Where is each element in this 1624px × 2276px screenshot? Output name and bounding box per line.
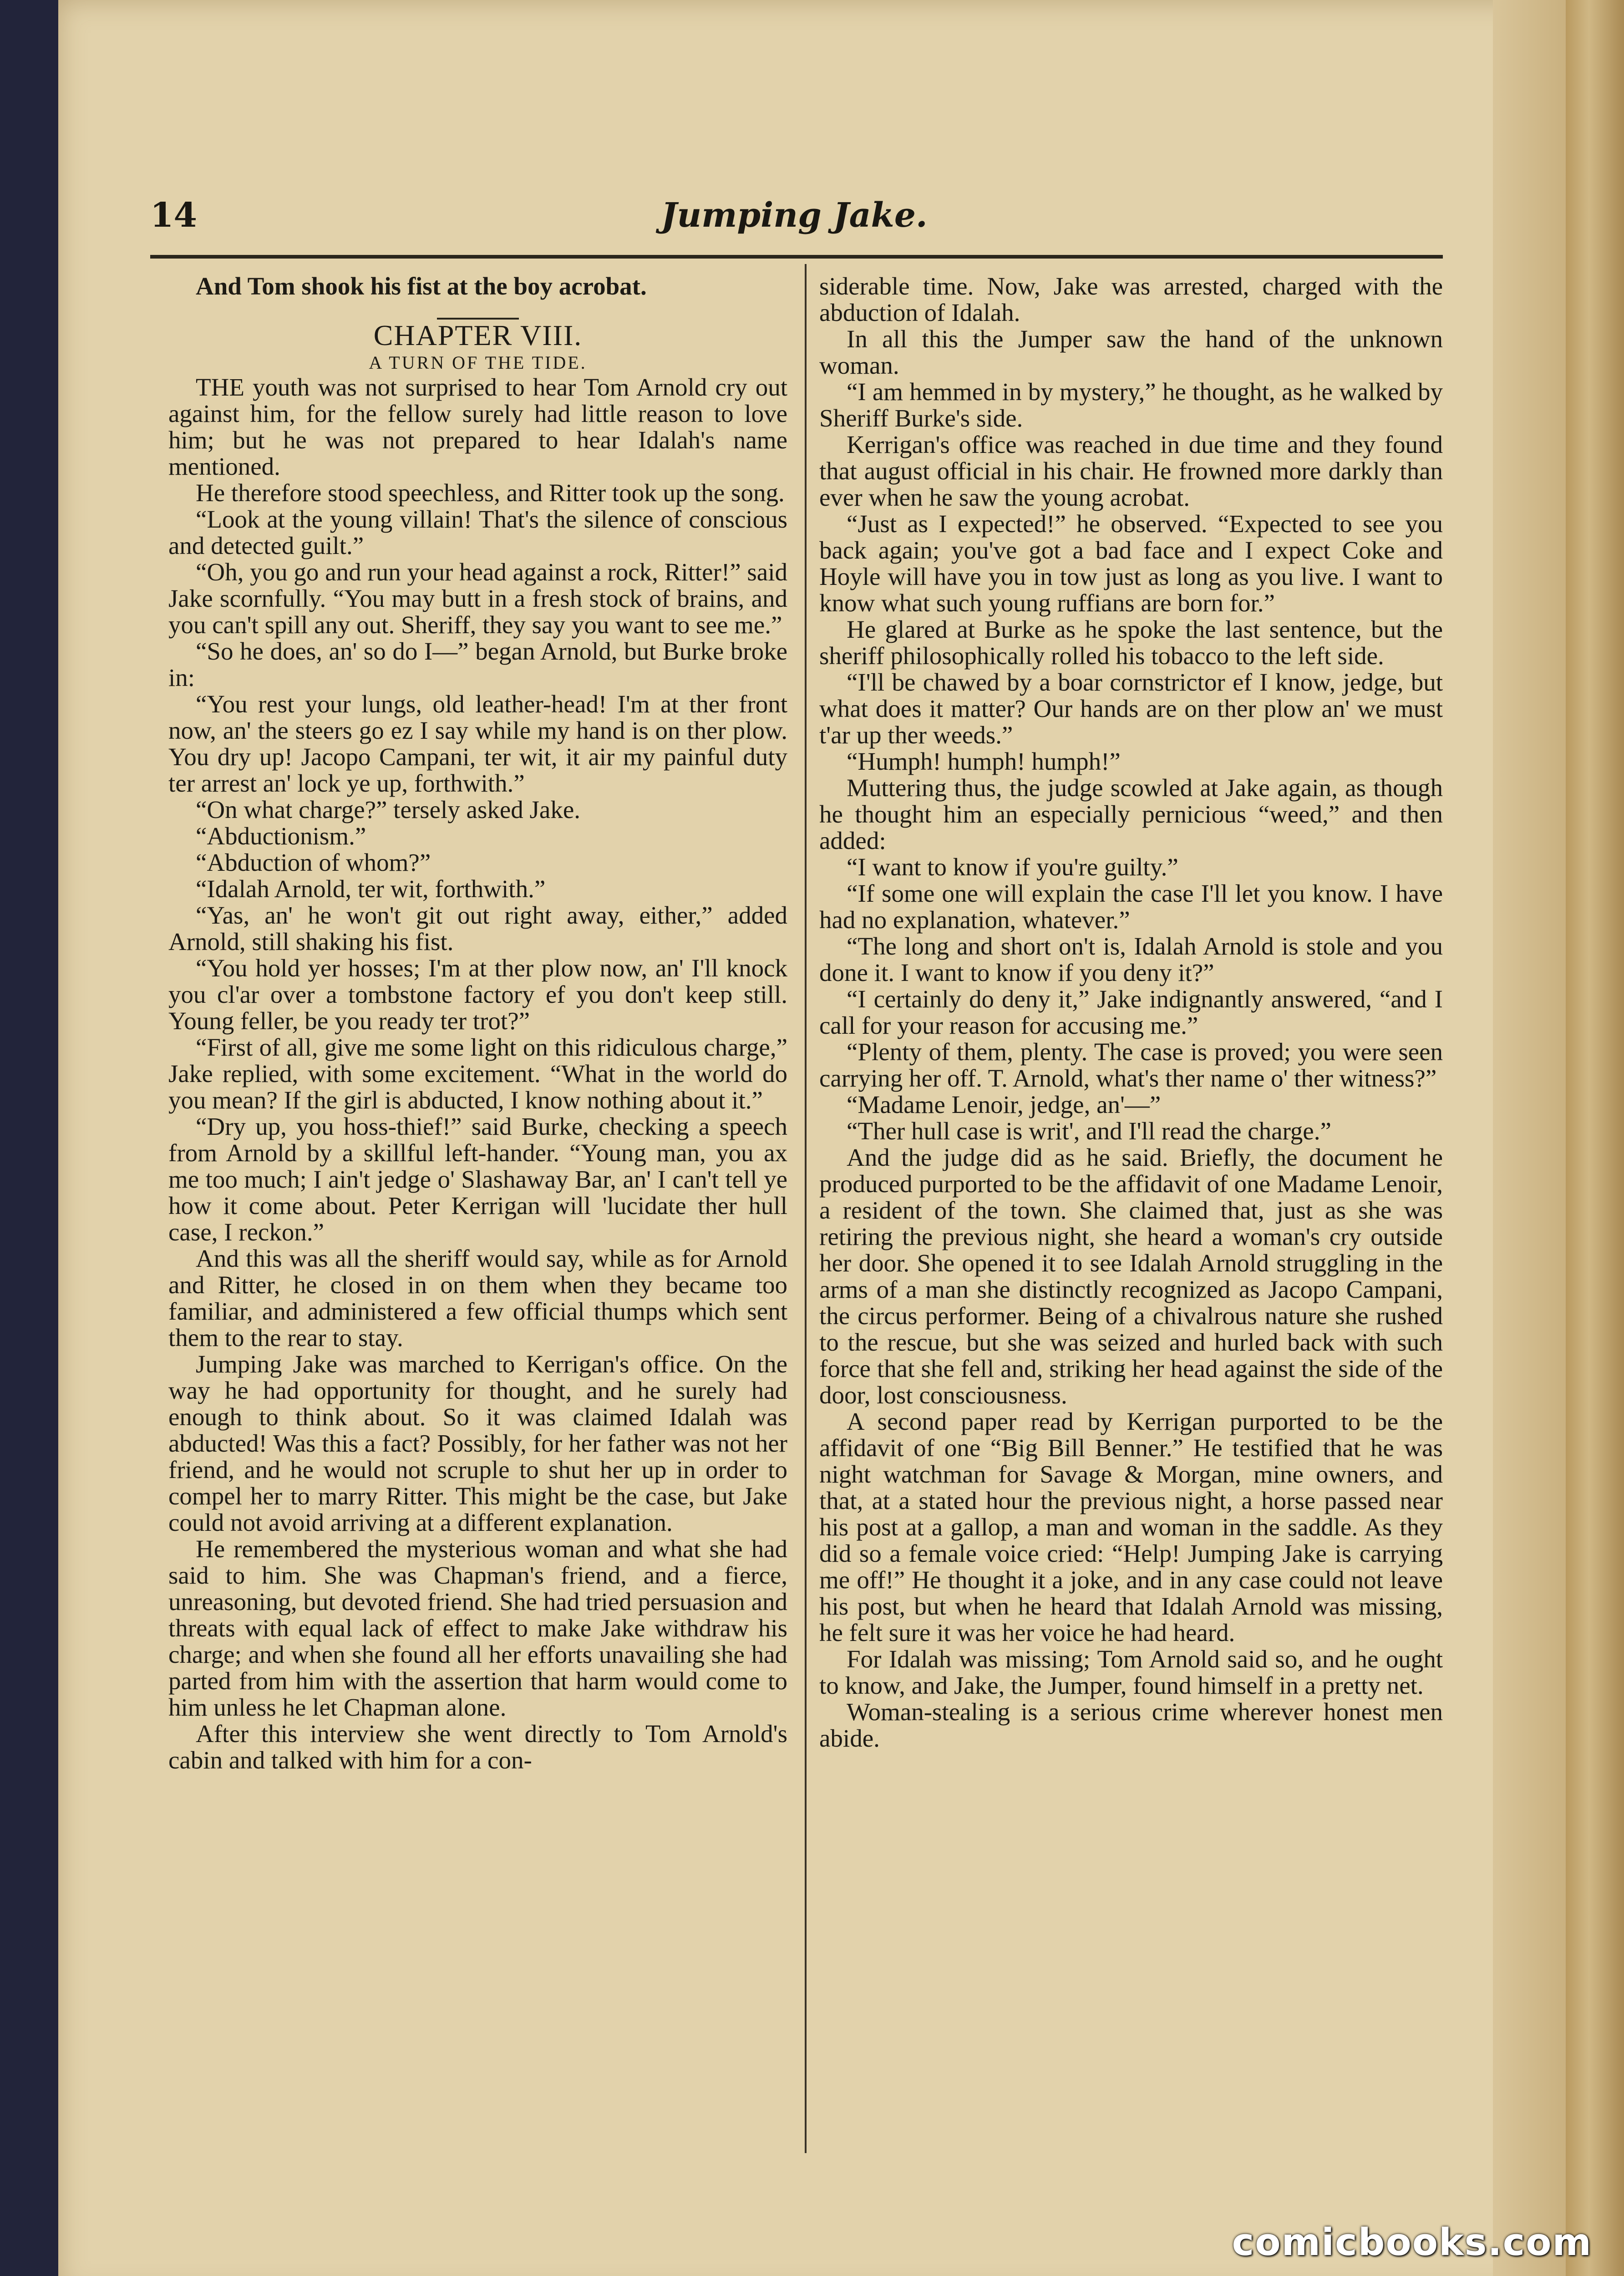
column-divider: [805, 264, 807, 2153]
paragraph: THE youth was not surprised to hear Tom Arnold cry out against him, for the fellow surely had little reason to love him; but he was not prepared to hear Idalah's name mentioned.: [168, 373, 787, 480]
paragraph: He therefore stood speechless, and Ritter took up the song.: [196, 479, 785, 507]
paragraph-continuation: siderable time. Now, Jake was arrested, charged with the abduction of Idalah.: [819, 272, 1443, 326]
paragraph: And this was all the sheriff would say, while as for Arnold and Ritter, he closed in on them when they became too familiar, and administered a few official thumps which sent them to the rear to stay.: [168, 1245, 787, 1351]
paragraph: “I want to know if you're guilty.”: [847, 853, 1178, 881]
running-title: Jumping Jake.: [661, 196, 928, 235]
right-paragraphs: [819, 326, 1443, 1752]
paragraph: “Yas, an' he won't git out right away, either,” added Arnold, still shaking his fist.: [168, 901, 787, 955]
right-column: [819, 273, 1443, 1752]
paragraph: For Idalah was missing; Tom Arnold said so, and he ought to know, and Jake, the Jumper, found himself in a pretty net.: [819, 1645, 1443, 1699]
paragraph: “Look at the young villain! That's the silence of conscious and detected guilt.”: [168, 505, 787, 559]
paragraph: “So he does, an' so do I—” began Arnold, but Burke broke in:: [168, 637, 787, 691]
paragraph: “Idalah Arnold, ter wit, forthwith.”: [196, 875, 546, 903]
paragraph: “If some one will explain the case I'll let you know. I have had no explanation, whatever.”: [819, 879, 1443, 934]
paragraph: A second paper read by Kerrigan purported to be the affidavit of one “Big Bill Benner.” He testified that he was night watchman for Savage & Morgan, mine owners, and that, at a stated hour the previous night, a horse passed near his post at a gallop, a man and woman in the saddle. As they did so a female voice cried: “Help! Jumping Jake is carrying me off!” He thought it a joke, and in any case could not leave his post, but when he heard that Idalah Arnold was missing, he felt sure it was her voice he had heard.: [819, 1407, 1443, 1646]
page-number: 14: [150, 196, 197, 235]
paragraph: “On what charge?” tersely asked Jake.: [196, 796, 580, 823]
next-page-edge: [1493, 0, 1575, 2276]
paragraph: “I certainly do deny it,” Jake indignantly answered, “and I call for your reason for accusing me.”: [819, 985, 1443, 1039]
paragraph: After this interview she went directly to Tom Arnold's cabin and talked with him for a con-: [168, 1720, 787, 1774]
paragraph: “Ther hull case is writ', and I'll read the charge.”: [847, 1117, 1331, 1145]
paragraph: “Abductionism.”: [196, 822, 366, 850]
paragraph: And the judge did as he said. Briefly, the document he produced purported to be the affidavit of one Madame Lenoir, a resident of the town. She claimed that, just as she was retiring the previous night, she heard a woman's cry outside her door. She opened it to see Idalah Arnold struggling in the arms of a man she distinctly recognized as Jacopo Campani, the circus performer. Being of a chivalrous nature she rushed to the rescue, but she was seized and hurled back with such force that she fell and, striking her head against the side of the door, lost consciousness.: [819, 1143, 1443, 1409]
book-edge: [1566, 0, 1624, 2276]
paragraph: “You rest your lungs, old leather-head! I'm at ther front now, an' the steers go ez I say while my hand is on ther plow. You dry up! Jacopo Campani, ter wit, it air my painful duty ter arrest an' lock ye up, forthwith.”: [168, 690, 787, 797]
paragraph: “Dry up, you hoss-thief!” said Burke, checking a speech from Arnold by a skillful left-hander. “Young man, you ax me too much; I ain't jedge o' Slashaway Bar, an' I can't tell ye how it come about. Peter Kerrigan will 'lucidate ther hull case, I reckon.”: [168, 1113, 787, 1246]
paragraph: Jumping Jake was marched to Kerrigan's office. On the way he had opportunity for thought, and he surely had enough to think about. So it was claimed Idalah was abducted! Was this a fact? Possibly, for her father was not her friend, and he would not scruple to shut her up in order to compel her to marry Ritter. This might be the case, but Jake could not avoid arriving at a different explanation.: [168, 1350, 787, 1536]
left-column: [168, 273, 787, 1773]
paragraph: “Humph! humph! humph!”: [847, 747, 1121, 775]
paragraph: He glared at Burke as he spoke the last sentence, but the sheriff philosophically rolled his tobacco to the left side.: [819, 615, 1443, 670]
paragraph: “First of all, give me some light on this ridiculous charge,” Jake replied, with some excitement. “What in the world do you mean? If the girl is abducted, I know nothing about it.”: [168, 1033, 787, 1114]
paragraph: Woman-stealing is a serious crime wherever honest men abide.: [819, 1698, 1443, 1752]
paragraph: “Plenty of them, plenty. The case is proved; you were seen carrying her off. T. Arnold, what's ther name o' ther witness?”: [819, 1038, 1443, 1092]
paragraph: “Just as I expected!” he observed. “Expected to see you back again; you've got a bad face and I expect Coke and Hoyle will have you in tow just as long as you live. I want to know what such young ruffians are born for.”: [819, 510, 1443, 617]
header-rule: [150, 255, 1443, 259]
left-paragraphs: [168, 374, 787, 1773]
paragraph: Kerrigan's office was reached in due time and they found that august official in his chair. He frowned more darkly than ever when he saw the young acrobat.: [819, 431, 1443, 511]
paragraph: “You hold yer hosses; I'm at ther plow now, an' I'll knock you cl'ar over a tombstone factory ef you don't keep still. Young feller, be you ready ter trot?”: [168, 954, 787, 1035]
paragraph: Muttering thus, the judge scowled at Jake again, as though he thought him an especially pernicious “weed,” and then added:: [819, 774, 1443, 854]
chapter-title: CHAPTER VIII.: [373, 319, 583, 351]
opening-line: And Tom shook his fist at the boy acrobat.: [196, 272, 647, 300]
paragraph: “The long and short on't is, Idalah Arnold is stole and you done it. I want to know if you deny it?”: [819, 932, 1443, 986]
paragraph: “I'll be chawed by a boar cornstrictor ef I know, jedge, but what does it matter? Our hands are on ther plow an' we must t'ar up ther weeds.”: [819, 668, 1443, 749]
watermark: comicbooks.com: [1232, 2221, 1592, 2264]
paragraph: In all this the Jumper saw the hand of the unknown woman.: [819, 325, 1443, 379]
paragraph: “Abduction of whom?”: [196, 848, 431, 876]
paragraph: “Oh, you go and run your head against a rock, Ritter!” said Jake scornfully. “You may butt in a fresh stock of brains, and you can't spill any out. Sheriff, they say you want to see me.”: [168, 558, 787, 639]
page-header: [150, 196, 1438, 250]
paragraph: “I am hemmed in by mystery,” he thought, as he walked by Sheriff Burke's side.: [819, 378, 1443, 432]
paragraph: “Madame Lenoir, jedge, an'—”: [847, 1091, 1161, 1118]
paragraph: He remembered the mysterious woman and what she had said to him. She was Chapman's friend, and a fierce, unreasoning, but devoted friend. She had tried persuasion and threats with equal lack of effect to make Jake withdraw his charge; and when she found all her efforts unavailing she had parted from him with the assertion that harm would come to him unless he let Chapman alone.: [168, 1535, 787, 1721]
chapter-subtitle: A TURN OF THE TIDE.: [369, 352, 587, 373]
